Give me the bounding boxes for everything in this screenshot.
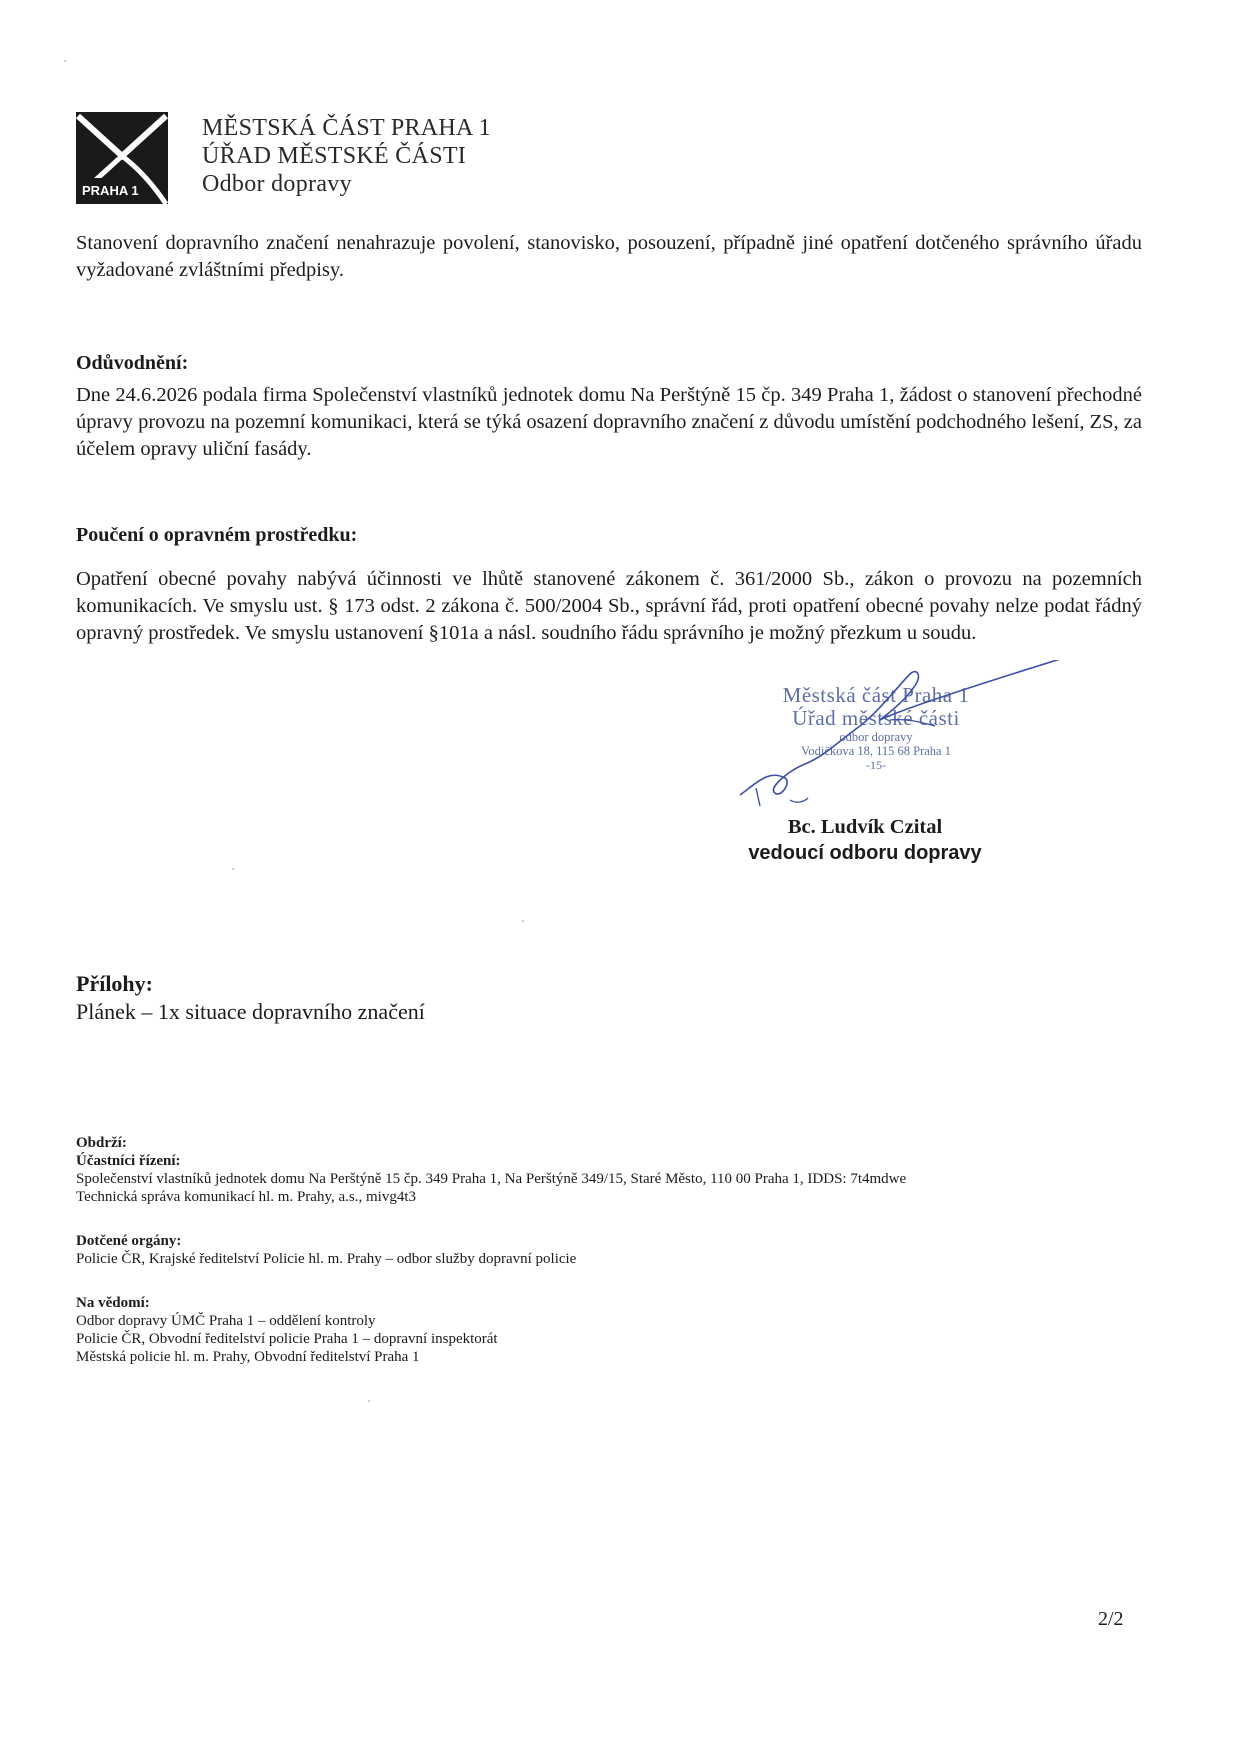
participants-heading: Účastníci řízení: [76,1153,181,1169]
stamp-line3: odbor dopravy [839,730,913,744]
stamp-line5: -15- [866,758,886,772]
list-item: Společenství vlastníků jednotek domu Na Perštýně 15 čp. 349 Praha 1, Na Perštýně 349/15, Staré Město, 110 00 Praha 1, IDDS: 7t4mdwe [76,1171,907,1187]
attachments-heading: Přílohy: [76,971,153,996]
authorities-list [76,1250,576,1268]
authorities-heading: Dotčené orgány: [76,1233,182,1249]
appeal-instruction-paragraph: Opatření obecné povahy nabývá účinnosti ve lhůtě stanovené zákonem č. 361/2000 Sb., zákon o provozu na pozemních komunikacích. Ve smyslu ust. § 173 odst. 2 zákona č. 500/2004 Sb., správní řád, proti opatření obecné povahy nelze podat řádný opravný prostředek. Ve smyslu ustanovení §101a a násl. soudního řádu správního je možný přezkum u soudu. [76,568,1142,644]
recipients-heading: Obdrží: [76,1135,127,1151]
list-item: Technická správa komunikací hl. m. Prahy, a.s., mivg4t3 [76,1189,416,1205]
attachments-item: Plánek – 1x situace dopravního značení [76,999,425,1024]
letterhead-line3: Odbor dopravy [202,171,352,197]
letterhead-line2: ÚŘAD MĚSTSKÉ ČÁSTI [202,143,467,169]
list-item: Policie ČR, Krajské ředitelství Policie hl. m. Prahy – odbor služby dopravní policie [76,1251,577,1267]
signatory-name: Bc. Ludvík Czital [787,816,943,838]
stamp-line1: Městská část Praha 1 [782,683,970,707]
for-information-list [76,1312,498,1366]
praha1-logo-mark [76,112,168,204]
for-information-heading: Na vědomí: [76,1295,150,1311]
scan-speck [64,60,66,62]
scan-speck [522,920,524,922]
justification-paragraph: Dne 24.6.2026 podala firma Společenství vlastníků jednotek domu Na Perštýně 15 čp. 349 Praha 1, žádost o stanovení přechodné úpravy provozu na pozemní komunikaci, která se týká osazení dopravního značení z důvodu umístění podchodného lešení, ZS, za účelem opravy uliční fasády. [76,384,1142,460]
signatory-role: vedoucí odboru dopravy [748,842,982,864]
list-item: Policie ČR, Obvodní ředitelství policie Praha 1 – dopravní inspektorát [76,1331,498,1347]
logo-text: PRAHA 1 [82,183,139,198]
scan-speck [368,1400,370,1402]
page-number: 2/2 [1098,1608,1124,1630]
stamp-line4: Vodičkova 18, 115 68 Praha 1 [801,744,951,758]
praha1-logo [76,112,168,204]
appeal-instruction-heading: Poučení o opravném prostředku: [76,524,358,546]
justification-heading: Odůvodnění: [76,352,189,374]
participants-list [76,1170,906,1206]
list-item: Městská policie hl. m. Prahy, Obvodní ředitelství Praha 1 [76,1349,420,1365]
handwritten-signature [730,660,1080,820]
list-item: Odbor dopravy ÚMČ Praha 1 – oddělení kontroly [76,1313,376,1329]
scan-speck [232,868,234,870]
letterhead [202,114,491,198]
intro-paragraph: Stanovení dopravního značení nenahrazuje povolení, stanovisko, posouzení, případně jiné opatření dotčeného správního úřadu vyžadované zvláštními předpisy. [76,232,1142,281]
letterhead-line1: MĚSTSKÁ ČÁST PRAHA 1 [202,115,491,141]
stamp-line2: Úřad městské části [792,706,960,730]
